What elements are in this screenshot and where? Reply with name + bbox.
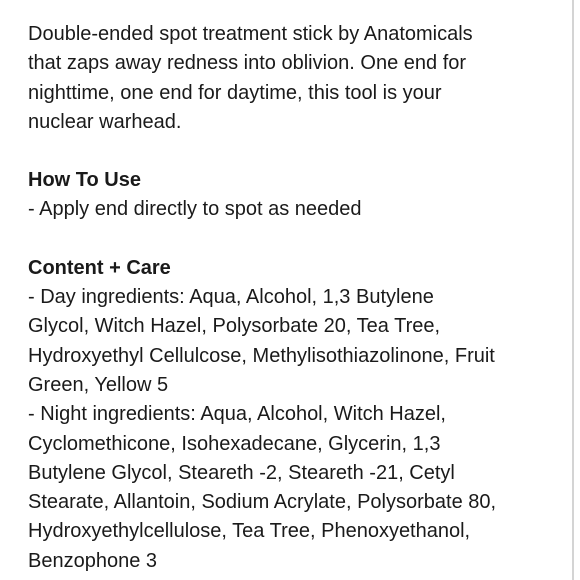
ingredients-line: Butylene Glycol, Steareth -2, Steareth -21, Cetyl	[28, 461, 455, 484]
ingredients-line: - Day ingredients: Aqua, Alcohol, 1,3 Butylene	[28, 286, 434, 309]
ingredients-line: Hydroxyethylcellulose, Tea Tree, Phenoxyethanol,	[28, 520, 471, 543]
description-line: Double-ended spot treatment stick by Anatomicals	[28, 23, 473, 45]
description-line: nighttime, one end for daytime, this tool is your	[28, 81, 442, 104]
content-care-heading: Content + Care	[28, 256, 171, 279]
ingredients-line: Stearate, Allantoin, Sodium Acrylate, Polysorbate 80,	[28, 491, 497, 514]
ingredients-line: Hydroxyethyl Cellulcose, Methylisothiazolinone, Fruit	[28, 344, 495, 367]
ingredients-line: Benzophone 3	[28, 549, 158, 572]
description-line: that zaps away redness into oblivion. One end for	[28, 52, 467, 75]
product-description-text	[28, 20, 568, 576]
ingredients-line: Green, Yellow 5	[28, 373, 169, 396]
section-spacer	[28, 137, 568, 166]
description-line: nuclear warhead.	[28, 110, 182, 133]
ingredients-line: - Night ingredients: Aqua, Alcohol, Witch Hazel,	[28, 403, 446, 426]
how-to-use-heading: How To Use	[28, 169, 141, 192]
section-spacer	[28, 225, 568, 254]
ingredients-line: Glycol, Witch Hazel, Polysorbate 20, Tea Tree,	[28, 315, 441, 338]
ingredients-line: Cyclomethicone, Isohexadecane, Glycerin, 1,3	[28, 432, 441, 455]
how-to-use-line: - Apply end directly to spot as needed	[28, 198, 362, 221]
